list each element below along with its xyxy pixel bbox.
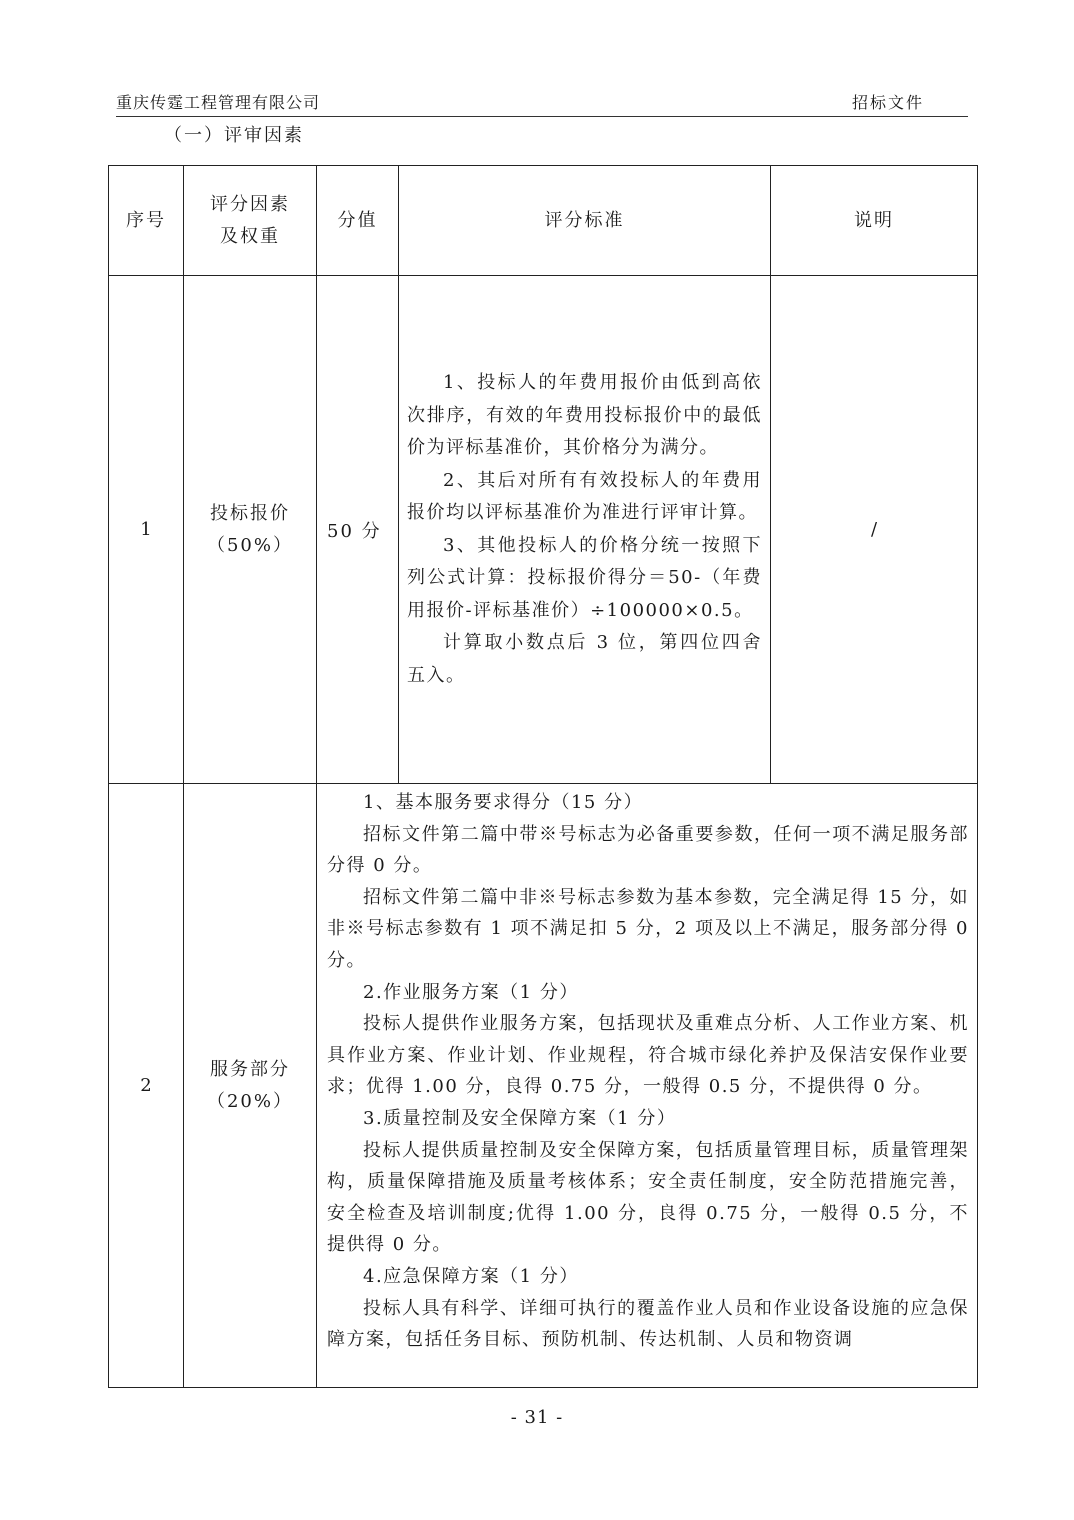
header-factor-line2: 及权重 xyxy=(220,225,280,247)
row2-seq: 2 xyxy=(109,784,184,1388)
row2-criteria-para: 投标人具有科学、详细可执行的覆盖作业人员和作业设备设施的应急保障方案，包括任务目标、预防机制、传达机制、人员和物资调 xyxy=(327,1297,969,1351)
row2-criteria-para: 1、基本服务要求得分（15 分） xyxy=(363,792,644,813)
table-header-row xyxy=(109,166,978,276)
row1-criteria-para: 3、其他投标人的价格分统一按照下列公式计算：投标报价得分＝50-（年费用报价-评标基准价）÷100000×0.5。 xyxy=(407,534,762,621)
evaluation-table xyxy=(108,165,978,1388)
row1-factor xyxy=(184,276,317,784)
row1-criteria xyxy=(399,276,771,784)
row2-factor-line2: （20%） xyxy=(206,1090,293,1112)
header-notes: 说明 xyxy=(771,166,978,276)
row1-criteria-para: 计算取小数点后 3 位，第四位四舍五入。 xyxy=(407,632,762,686)
row2-criteria-para: 招标文件第二篇中带※号标志为必备重要参数，任何一项不满足服务部分得 0 分。 xyxy=(327,823,969,877)
row2-factor-line1: 服务部分 xyxy=(210,1058,290,1080)
header-seq: 序号 xyxy=(109,166,184,276)
row2-criteria-para: 2.作业服务方案（1 分） xyxy=(363,981,579,1003)
page-header xyxy=(116,88,968,117)
row2-criteria-para: 投标人提供质量控制及安全保障方案，包括质量管理目标，质量管理架构，质量保障措施及质量考核体系；安全责任制度，安全防范措施完善，安全检查及培训制度;优得 1.00 分，良得 0.75 分，一般得 0.5 分，不提供得 0 分。 xyxy=(327,1139,969,1256)
row1-factor-line1: 投标报价 xyxy=(210,502,290,524)
row1-criteria-para: 1、投标人的年费用报价由低到高依次排序，有效的年费用投标报价中的最低价为评标基准价，其价格分为满分。 xyxy=(407,372,762,458)
page-number: - 31 - xyxy=(510,1407,564,1428)
row2-factor xyxy=(184,784,317,1388)
table-row xyxy=(109,784,978,1388)
header-criteria: 评分标准 xyxy=(399,166,771,276)
row2-criteria-para: 3.质量控制及安全保障方案（1 分） xyxy=(363,1107,677,1129)
section-title: （一）评审因素 xyxy=(164,125,304,146)
row1-score: 50 分 xyxy=(317,276,399,784)
header-score: 分值 xyxy=(317,166,399,276)
row1-seq: 1 xyxy=(109,276,184,784)
row1-criteria-para: 2、其后对所有有效投标人的年费用报价均以评标基准价为准进行评审计算。 xyxy=(407,469,762,523)
row2-criteria-para: 招标文件第二篇中非※号标志参数为基本参数，完全满足得 15 分，如非※号标志参数有 1 项不满足扣 5 分，2 项及以上不满足，服务部分得 0 分。 xyxy=(327,886,969,971)
row2-criteria xyxy=(317,784,978,1388)
row1-factor-line2: （50%） xyxy=(206,534,293,556)
document-type: 招标文件 xyxy=(851,93,924,112)
table-row xyxy=(109,276,978,784)
row2-criteria-para: 投标人提供作业服务方案，包括现状及重难点分析、人工作业方案、机具作业方案、作业计划、作业规程，符合城市绿化养护及保洁安保作业要求；优得 1.00 分，良得 0.75 分，一般得 0.5 分，不提供得 0 分。 xyxy=(327,1013,969,1098)
header-factor xyxy=(184,166,317,276)
row1-notes: / xyxy=(771,276,978,784)
header-factor-line1: 评分因素 xyxy=(210,193,290,215)
company-name: 重庆传霆工程管理有限公司 xyxy=(116,93,321,112)
row2-criteria-para: 4.应急保障方案（1 分） xyxy=(363,1265,579,1287)
